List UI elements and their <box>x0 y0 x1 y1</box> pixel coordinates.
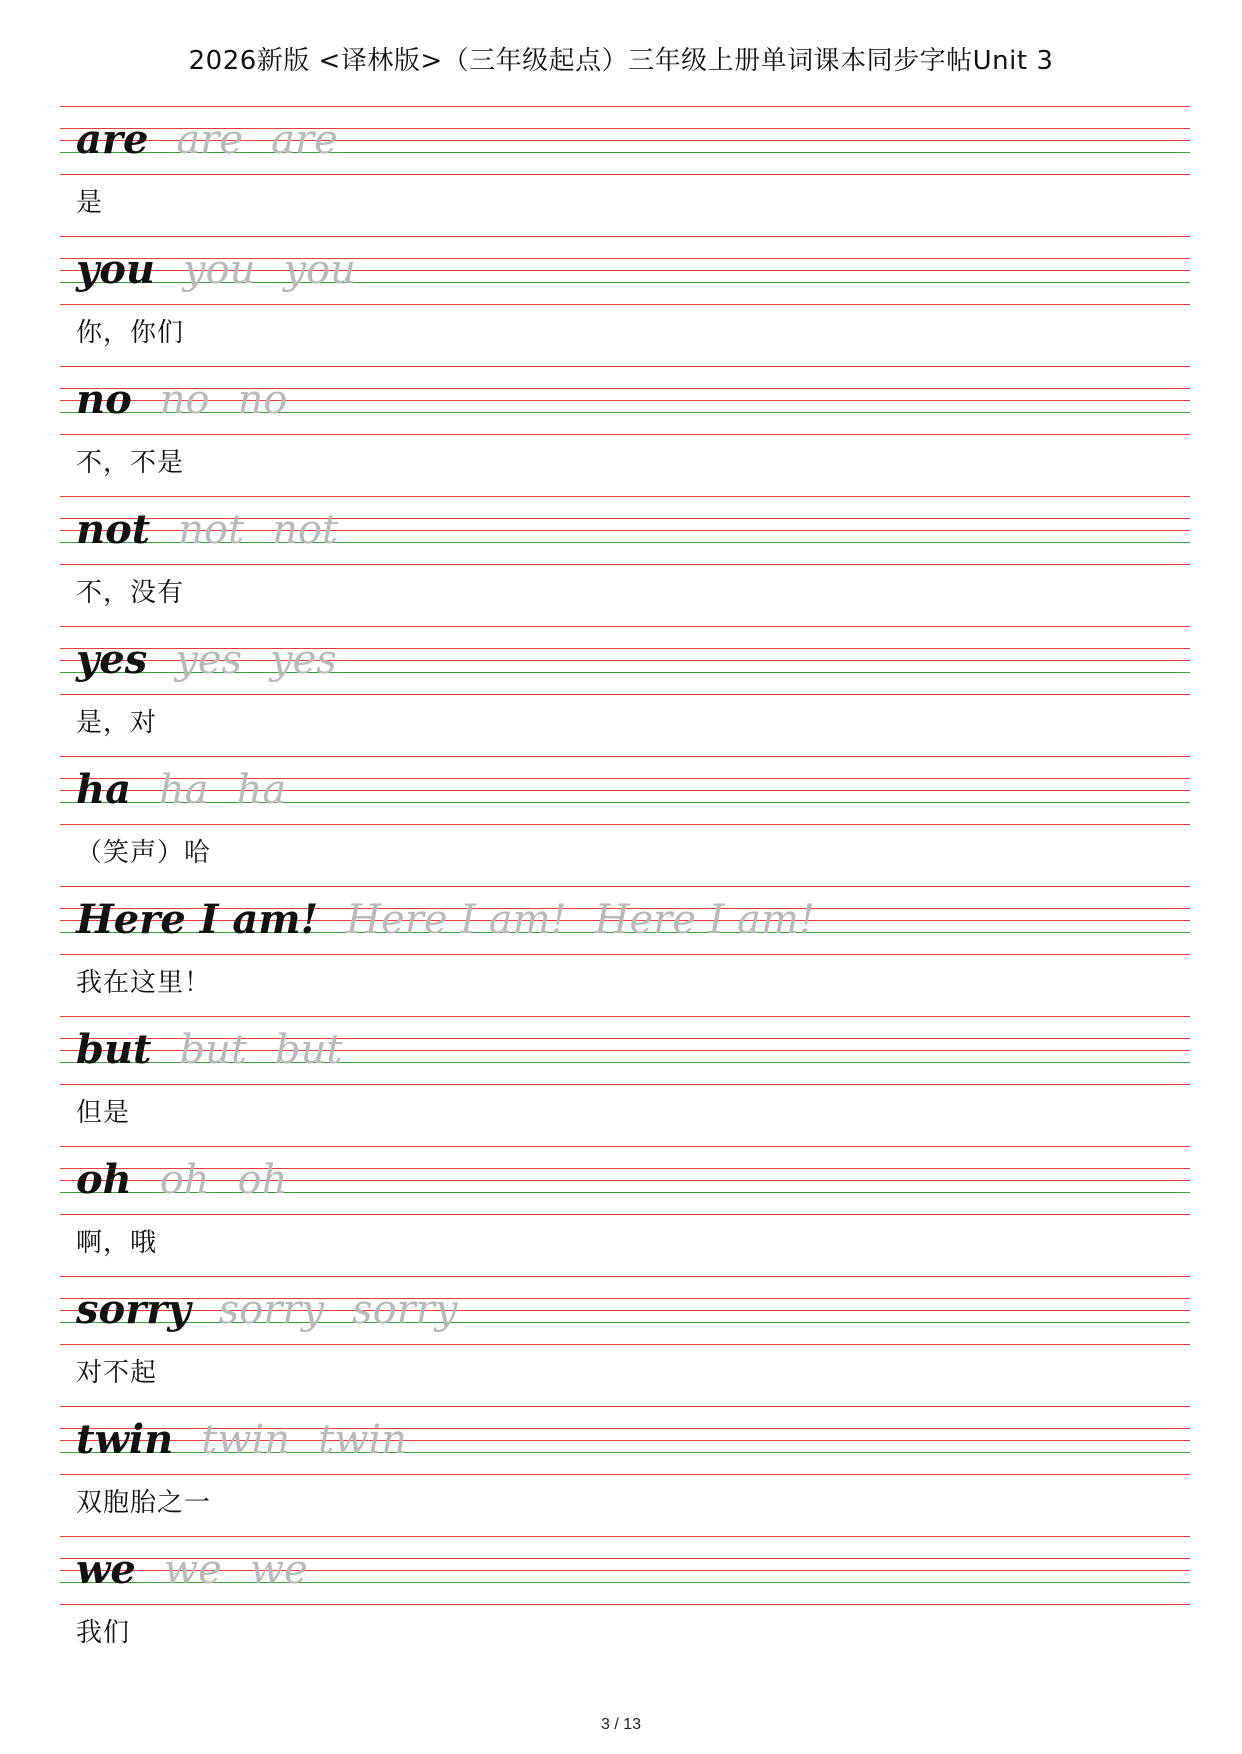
word-trace: sorry <box>352 1287 458 1333</box>
word-row <box>76 1022 343 1073</box>
word-model: are <box>76 116 149 163</box>
word-trace: no <box>237 377 288 423</box>
word-model: but <box>76 1026 152 1073</box>
ruling-line <box>60 1604 1190 1605</box>
word-model: Here I am! <box>76 896 319 943</box>
word-model: we <box>76 1546 136 1593</box>
word-row <box>76 502 339 553</box>
word-trace: no <box>159 377 210 423</box>
word-trace: you <box>183 247 256 293</box>
word-meaning: 不，不是 <box>76 448 185 478</box>
ruling-line <box>60 496 1190 497</box>
word-trace: not <box>178 507 245 553</box>
word-row <box>76 1282 458 1333</box>
practice-entry-no <box>0 366 1242 496</box>
ruling-line <box>60 1276 1190 1277</box>
ruling-line <box>60 1536 1190 1537</box>
ruling-line <box>60 106 1190 107</box>
word-model: oh <box>76 1156 132 1203</box>
ruling-line <box>60 1084 1190 1085</box>
practice-entry-ha <box>0 756 1242 886</box>
word-model: you <box>76 246 156 293</box>
word-meaning: 是 <box>76 188 104 218</box>
word-trace: we <box>163 1547 222 1593</box>
ruling-line <box>60 1214 1190 1215</box>
ruling-line <box>60 236 1190 237</box>
word-model: twin <box>76 1416 174 1463</box>
practice-entries <box>0 106 1242 1666</box>
word-meaning: 我们 <box>76 1618 131 1648</box>
word-meaning: 你，你们 <box>76 318 185 348</box>
ruling-line <box>60 304 1190 305</box>
word-model: ha <box>76 766 131 813</box>
ruling-line <box>60 366 1190 367</box>
practice-entry-we <box>0 1536 1242 1666</box>
ruling-line <box>60 756 1190 757</box>
word-trace: you <box>283 247 356 293</box>
word-trace: yes <box>175 637 243 683</box>
practice-entry-here-i-am <box>0 886 1242 1016</box>
word-trace: ha <box>236 767 287 813</box>
word-row <box>76 1542 308 1593</box>
word-trace: twin <box>318 1417 407 1463</box>
word-row <box>76 112 338 163</box>
word-trace: oh <box>237 1157 288 1203</box>
word-trace: ha <box>159 767 209 813</box>
word-row <box>76 242 356 293</box>
word-row <box>76 892 816 943</box>
word-trace: but <box>179 1027 247 1073</box>
practice-entry-oh <box>0 1146 1242 1276</box>
ruling-line <box>60 954 1190 955</box>
practice-entry-sorry <box>0 1276 1242 1406</box>
word-meaning: 双胞胎之一 <box>76 1488 212 1518</box>
word-trace: oh <box>159 1157 210 1203</box>
word-model: not <box>76 506 151 553</box>
word-meaning: 不，没有 <box>76 578 185 608</box>
word-trace: are <box>271 117 338 163</box>
practice-entry-not <box>0 496 1242 626</box>
word-trace: we <box>249 1547 308 1593</box>
page-title: 2026新版 <译林版>（三年级起点）三年级上册单词课本同步字帖Unit 3 <box>188 46 1054 76</box>
word-model: sorry <box>76 1286 191 1333</box>
practice-entry-are <box>0 106 1242 236</box>
ruling-line <box>60 1146 1190 1147</box>
word-meaning: 我在这里！ <box>76 968 212 998</box>
word-model: yes <box>76 636 148 683</box>
practice-entry-but <box>0 1016 1242 1146</box>
word-trace: Here I am! <box>346 897 567 943</box>
word-trace: yes <box>270 637 337 683</box>
word-row <box>76 372 288 423</box>
ruling-line <box>60 564 1190 565</box>
word-row <box>76 762 287 813</box>
word-row <box>76 632 337 683</box>
word-model: no <box>76 376 132 423</box>
ruling-line <box>60 886 1190 887</box>
word-meaning: 对不起 <box>76 1358 158 1388</box>
word-row <box>76 1412 407 1463</box>
word-trace: but <box>274 1027 343 1073</box>
word-row <box>76 1152 288 1203</box>
page-number: 3 / 13 <box>600 1716 642 1733</box>
practice-entry-twin <box>0 1406 1242 1536</box>
word-meaning: 是，对 <box>76 708 158 738</box>
word-trace: twin <box>201 1417 291 1463</box>
word-meaning: 啊，哦 <box>76 1228 158 1258</box>
ruling-line <box>60 1474 1190 1475</box>
ruling-line <box>60 1344 1190 1345</box>
word-trace: Here I am! <box>594 897 816 943</box>
word-trace: are <box>176 117 244 163</box>
word-meaning: （笑声）哈 <box>76 838 212 868</box>
ruling-line <box>60 174 1190 175</box>
ruling-line <box>60 434 1190 435</box>
ruling-line <box>60 1016 1190 1017</box>
practice-entry-you <box>0 236 1242 366</box>
ruling-line <box>60 824 1190 825</box>
word-trace: not <box>272 507 339 553</box>
word-meaning: 但是 <box>76 1098 131 1128</box>
ruling-line <box>60 1406 1190 1407</box>
ruling-line <box>60 626 1190 627</box>
ruling-line <box>60 694 1190 695</box>
practice-entry-yes <box>0 626 1242 756</box>
word-trace: sorry <box>218 1287 325 1333</box>
